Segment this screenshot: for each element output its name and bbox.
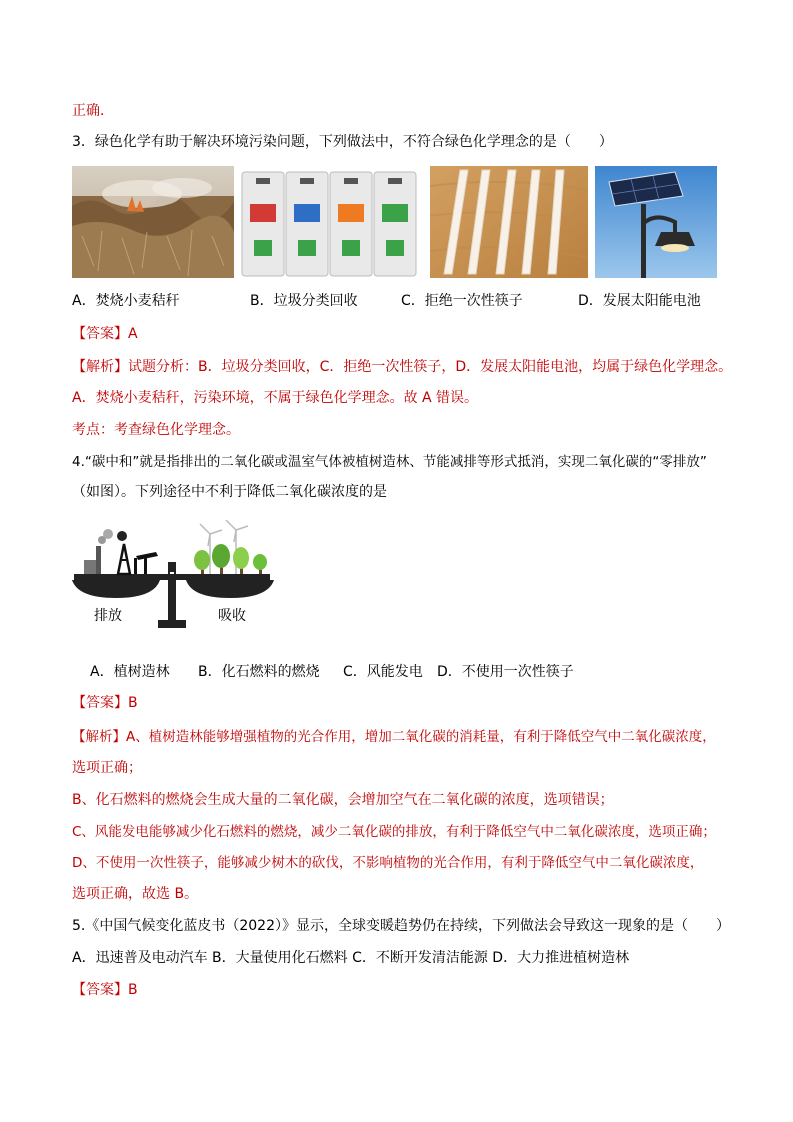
q3-analysis-line-1: 【解析】试题分析：B．垃圾分类回收，C．拒绝一次性筷子，D．发展太阳能电池，均属于绿色化学理念。 <box>72 359 733 375</box>
q3-stem: 3．绿色化学有助于解决环境污染问题，下列做法中，不符合绿色化学理念的是（ ） <box>72 134 613 150</box>
q4-option-c: C．风能发电 <box>343 664 423 680</box>
solar-street-lamp-photo <box>595 166 717 278</box>
q4-answer: 【答案】B <box>72 695 138 711</box>
chopsticks-photo <box>430 166 588 278</box>
q5-answer: 【答案】B <box>72 982 138 998</box>
q4-option-b: B．化石燃料的燃烧 <box>198 664 320 680</box>
figure-label-absorption: 吸收 <box>218 608 246 624</box>
q4-analysis-line-4: C、风能发电能够减少化石燃料的燃烧，减少二氧化碳的排放，有利于降低空气中二氧化碳浓度，选项正确； <box>72 824 716 840</box>
q4-analysis-line-1: 【解析】A、植树造林能够增强植物的光合作用，增加二氧化碳的消耗量，有利于降低空气中二氧化碳浓度， <box>72 729 716 745</box>
q4-option-d: D．不使用一次性筷子 <box>437 664 574 680</box>
q4-analysis-line-2: 选项正确； <box>72 760 142 776</box>
q3-option-b: B．垃圾分类回收 <box>250 293 358 309</box>
q3-analysis-line-2: A．焚烧小麦秸秆，污染环境，不属于绿色化学理念。故 A 错误。 <box>72 390 479 406</box>
burning-straw-photo <box>72 166 234 278</box>
q4-analysis-line-5: D、不使用一次性筷子，能够减少树木的砍伐，不影响植物的光合作用，有利于降低空气中二氧化碳浓度， <box>72 855 704 871</box>
q4-stem-line-2: （如图）。下列途径中不利于降低二氧化碳浓度的是 <box>72 484 387 500</box>
q3-option-d: D．发展太阳能电池 <box>578 293 701 309</box>
q3-option-c: C．拒绝一次性筷子 <box>401 293 523 309</box>
q5-stem: 5.《中国气候变化蓝皮书（2022）》显示，全球变暖趋势仍在持续，下列做法会导致这一现象的是（ ） <box>72 918 730 934</box>
q5-options: A．迅速普及电动汽车 B．大量使用化石燃料 C．不断开发清洁能源 D．大力推进植树造林 <box>72 950 630 966</box>
q3-answer: 【答案】A <box>72 326 138 342</box>
q4-analysis-line-6: 选项正确，故选 B。 <box>72 886 199 902</box>
previous-answer-tail: 正确． <box>72 103 114 119</box>
recycling-bins-photo <box>238 166 424 278</box>
q4-analysis-line-3: B、化石燃料的燃烧会生成大量的二氧化碳，会增加空气在二氧化碳的浓度，选项错误； <box>72 792 614 808</box>
q4-stem-line-1: 4.“碳中和”就是指排出的二氧化碳或温室气体被植树造林、节能减排等形式抵消，实现二氧化碳的“零排放” <box>72 454 707 470</box>
figure-label-emission: 排放 <box>94 608 122 624</box>
q3-option-a: A．焚烧小麦秸秆 <box>72 293 180 309</box>
q4-option-a: A．植树造林 <box>90 664 170 680</box>
q3-kaodian: 考点：考查绿色化学理念。 <box>72 422 240 438</box>
